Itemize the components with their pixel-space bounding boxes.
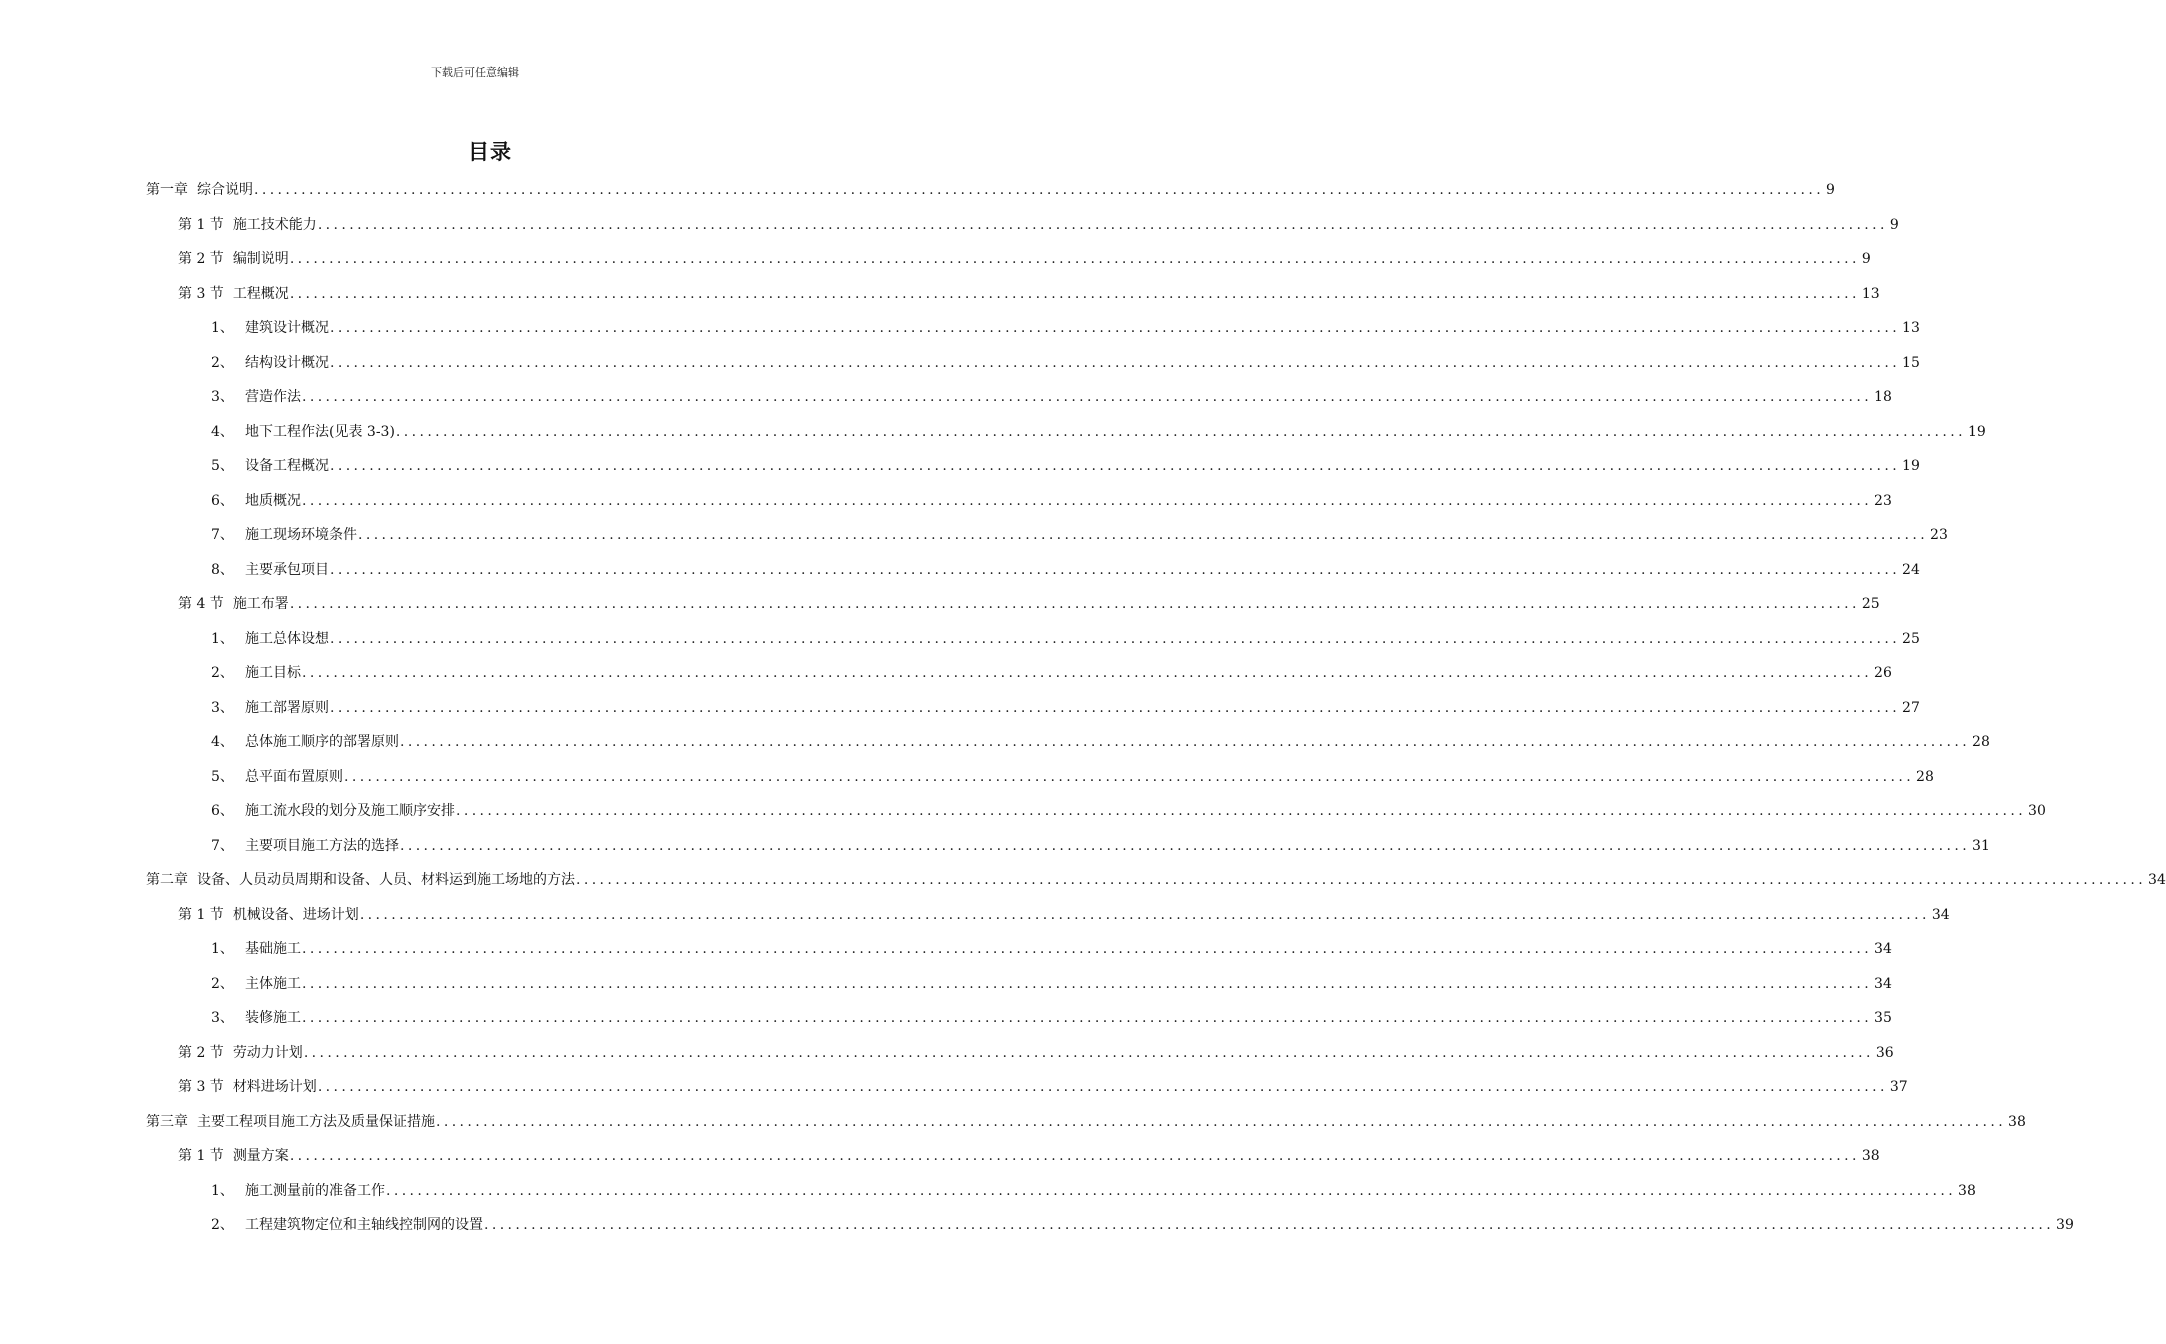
toc-entry-number: 8、 (211, 561, 234, 578)
toc-title: 目录 (468, 140, 512, 164)
toc-entry-number: 第 3 节 (178, 1079, 224, 1096)
toc-entry-title: 总体施工顺序的部署原则 (245, 734, 399, 751)
toc-entry[interactable] (0, 517, 1948, 552)
toc-entry-number: 4、 (211, 423, 234, 440)
toc-entry-number: 2、 (211, 1217, 234, 1234)
dot-leader: ........................................................................................................................................................................................................ (484, 1217, 2055, 1234)
toc-entry-number: 3、 (211, 389, 234, 406)
toc-entry-number: 5、 (211, 458, 234, 475)
toc-entry-title: 施工目标 (245, 665, 301, 682)
toc-entry-title: 工程概况 (232, 285, 289, 302)
toc-entry-number: 3、 (211, 1010, 234, 1027)
toc-entry-page: 25 (1861, 596, 1880, 613)
toc-entry[interactable] (0, 966, 1892, 1001)
toc-entry-number: 第 1 节 (178, 216, 224, 233)
toc-entry-page: 35 (1874, 1010, 1892, 1027)
toc-entry-title: 施工部署原则 (245, 699, 329, 716)
toc-entry-number: 第 2 节 (178, 251, 224, 268)
toc-entry[interactable] (0, 828, 1990, 863)
toc-entry[interactable] (0, 1069, 1908, 1104)
toc-entry-title: 主要项目施工方法的选择 (245, 837, 399, 854)
toc-entry[interactable] (0, 897, 1950, 932)
toc-entry-title: 基础施工 (245, 941, 301, 958)
toc-entry-page: 18 (1874, 389, 1892, 406)
dot-leader: ........................................................................................................................................................................................................ (302, 1010, 1873, 1027)
toc-entry-page: 37 (1889, 1079, 1908, 1096)
toc-entry[interactable] (0, 414, 1986, 449)
toc-entry-number: 第 3 节 (178, 285, 224, 302)
toc-entry-page: 28 (1972, 734, 1990, 751)
toc-entry-title: 机械设备、进场计划 (232, 906, 359, 923)
toc-entry[interactable] (0, 759, 1934, 794)
toc-entry-title: 主要承包项目 (245, 561, 329, 578)
toc-entry[interactable] (0, 621, 1920, 656)
toc-entry-page: 15 (1902, 354, 1920, 371)
dot-leader: ........................................................................................................................................................................................................ (330, 458, 1901, 475)
toc-entry-number: 第 2 节 (178, 1044, 224, 1061)
toc-entry-page: 25 (1902, 630, 1920, 647)
toc-entry-page: 9 (1826, 182, 1835, 199)
toc-entry-page: 38 (2008, 1113, 2026, 1130)
toc-entry-title: 劳动力计划 (232, 1044, 303, 1061)
toc-entry-number: 2、 (211, 354, 234, 371)
toc-entry[interactable] (0, 586, 1880, 621)
toc-entry-title: 综合说明 (197, 182, 253, 199)
toc-entry[interactable] (0, 1207, 2074, 1242)
toc-entry[interactable] (0, 655, 1892, 690)
toc-entry-page: 28 (1916, 768, 1934, 785)
dot-leader: ........................................................................................................................................................................................................ (289, 285, 1860, 302)
toc-entry[interactable] (0, 724, 1990, 759)
toc-entry-page: 9 (1861, 251, 1871, 268)
toc-entry-number: 第 1 节 (178, 906, 224, 923)
dot-leader: ........................................................................................................................................................................................................ (254, 182, 1825, 199)
dot-leader: ........................................................................................................................................................................................................ (358, 527, 1929, 544)
toc-entry-page: 27 (1902, 699, 1920, 716)
dot-leader: ........................................................................................................................................................................................................ (317, 216, 1888, 233)
dot-leader: ........................................................................................................................................................................................................ (395, 423, 1966, 440)
toc-entry-number: 1、 (211, 941, 234, 958)
dot-leader: ........................................................................................................................................................................................................ (302, 492, 1873, 509)
toc-entry-number: 第 1 节 (178, 1148, 224, 1165)
toc-entry-page: 34 (2148, 872, 2166, 889)
toc-entry[interactable] (0, 483, 1892, 518)
dot-leader: ........................................................................................................................................................................................................ (302, 665, 1873, 682)
toc-entry-number: 第 4 节 (178, 596, 224, 613)
dot-leader: ........................................................................................................................................................................................................ (289, 1148, 1860, 1165)
toc-entry[interactable] (0, 552, 1920, 587)
toc-entry-number: 第一章 (146, 182, 188, 199)
toc-entry-title: 施工测量前的准备工作 (245, 1182, 385, 1199)
dot-leader: ........................................................................................................................................................................................................ (344, 768, 1915, 785)
dot-leader: ........................................................................................................................................................................................................ (289, 251, 1860, 268)
toc-entry-page: 34 (1931, 906, 1950, 923)
toc-entry[interactable] (0, 1035, 1894, 1070)
toc-entry-page: 13 (1861, 285, 1880, 302)
toc-entry-page: 23 (1874, 492, 1892, 509)
toc-entry-title: 材料进场计划 (232, 1079, 317, 1096)
toc-entry[interactable] (0, 448, 1920, 483)
toc-entry-number: 2、 (211, 665, 234, 682)
toc-entry-title: 总平面布置原则 (245, 768, 343, 785)
toc-entry[interactable] (0, 1138, 1880, 1173)
dot-leader: ........................................................................................................................................................................................................ (576, 872, 2147, 889)
toc-entry-page: 38 (1861, 1148, 1880, 1165)
toc-entry-title: 地质概况 (245, 492, 301, 509)
toc-entry-number: 7、 (211, 527, 234, 544)
toc-entry-title: 施工流水段的划分及施工顺序安排 (245, 803, 455, 820)
toc-entry-title: 设备工程概况 (245, 458, 329, 475)
toc-entry[interactable] (0, 1000, 1892, 1035)
dot-leader: ........................................................................................................................................................................................................ (330, 320, 1901, 337)
table-of-contents (0, 172, 2166, 1242)
dot-leader: ........................................................................................................................................................................................................ (302, 975, 1873, 992)
toc-entry-number: 1、 (211, 630, 234, 647)
dot-leader: ........................................................................................................................................................................................................ (386, 1182, 1957, 1199)
toc-entry-number: 6、 (211, 492, 234, 509)
toc-entry[interactable] (0, 241, 1871, 276)
dot-leader: ........................................................................................................................................................................................................ (303, 1044, 1874, 1061)
toc-entry-title: 营造作法 (245, 389, 301, 406)
toc-entry-title: 主要工程项目施工方法及质量保证措施 (197, 1113, 435, 1130)
toc-entry-title: 装修施工 (245, 1010, 301, 1027)
toc-entry[interactable] (0, 931, 1892, 966)
toc-entry[interactable] (0, 1104, 2026, 1139)
toc-entry[interactable] (0, 1173, 1976, 1208)
toc-entry-page: 38 (1958, 1182, 1976, 1199)
toc-entry-number: 3、 (211, 699, 234, 716)
toc-entry-number: 第二章 (146, 872, 188, 889)
dot-leader: ........................................................................................................................................................................................................ (302, 389, 1873, 406)
dot-leader: ........................................................................................................................................................................................................ (330, 630, 1901, 647)
toc-entry-number: 2、 (211, 975, 234, 992)
toc-entry[interactable] (0, 345, 1920, 380)
dot-leader: ........................................................................................................................................................................................................ (436, 1113, 2007, 1130)
toc-entry-page: 24 (1902, 561, 1920, 578)
toc-entry-page: 39 (2056, 1217, 2074, 1234)
toc-entry-title: 施工现场环境条件 (245, 527, 357, 544)
toc-entry-title: 建筑设计概况 (245, 320, 329, 337)
toc-entry-title: 地下工程作法(见表 3-3) (245, 423, 395, 440)
toc-entry-page: 30 (2028, 803, 2046, 820)
toc-entry-page: 19 (1902, 458, 1920, 475)
toc-entry-number: 7、 (211, 837, 234, 854)
toc-entry-page: 26 (1874, 665, 1892, 682)
toc-entry-title: 设备、人员动员周期和设备、人员、材料运到施工场地的方法 (197, 872, 575, 889)
dot-leader: ........................................................................................................................................................................................................ (302, 941, 1873, 958)
toc-entry-title: 编制说明 (232, 251, 289, 268)
toc-entry-number: 第三章 (146, 1113, 188, 1130)
toc-entry-page: 31 (1972, 837, 1990, 854)
dot-leader: ........................................................................................................................................................................................................ (400, 734, 1971, 751)
toc-entry-number: 6、 (211, 803, 234, 820)
toc-entry-number: 4、 (211, 734, 234, 751)
dot-leader: ........................................................................................................................................................................................................ (289, 596, 1860, 613)
dot-leader: ........................................................................................................................................................................................................ (330, 699, 1901, 716)
toc-entry-title: 主体施工 (245, 975, 301, 992)
toc-entry-title: 施工布署 (232, 596, 289, 613)
toc-entry-page: 19 (1967, 423, 1986, 440)
toc-entry-number: 1、 (211, 1182, 234, 1199)
dot-leader: ........................................................................................................................................................................................................ (400, 837, 1971, 854)
toc-entry-page: 36 (1875, 1044, 1894, 1061)
toc-entry[interactable] (0, 793, 2046, 828)
toc-entry-page: 23 (1930, 527, 1948, 544)
toc-entry-page: 34 (1874, 941, 1892, 958)
toc-entry[interactable] (0, 310, 1920, 345)
toc-entry[interactable] (0, 379, 1892, 414)
dot-leader: ........................................................................................................................................................................................................ (359, 906, 1930, 923)
toc-entry-page: 13 (1902, 320, 1920, 337)
toc-entry-title: 测量方案 (232, 1148, 289, 1165)
dot-leader: ........................................................................................................................................................................................................ (330, 354, 1901, 371)
toc-entry-page: 9 (1889, 216, 1899, 233)
header-note: 下载后可任意编辑 (431, 66, 519, 79)
toc-entry[interactable] (0, 207, 1899, 242)
toc-entry-page: 34 (1874, 975, 1892, 992)
toc-entry-title: 施工总体设想 (245, 630, 329, 647)
dot-leader: ........................................................................................................................................................................................................ (330, 561, 1901, 578)
toc-entry-number: 1、 (211, 320, 234, 337)
toc-entry-title: 施工技术能力 (232, 216, 317, 233)
toc-entry[interactable] (0, 690, 1920, 725)
toc-entry-title: 工程建筑物定位和主轴线控制网的设置 (245, 1217, 483, 1234)
dot-leader: ........................................................................................................................................................................................................ (456, 803, 2027, 820)
toc-entry[interactable] (0, 276, 1880, 311)
toc-entry[interactable] (0, 862, 2166, 897)
toc-entry-title: 结构设计概况 (245, 354, 329, 371)
toc-entry-number: 5、 (211, 768, 234, 785)
dot-leader: ........................................................................................................................................................................................................ (317, 1079, 1888, 1096)
toc-entry[interactable] (0, 172, 1835, 207)
